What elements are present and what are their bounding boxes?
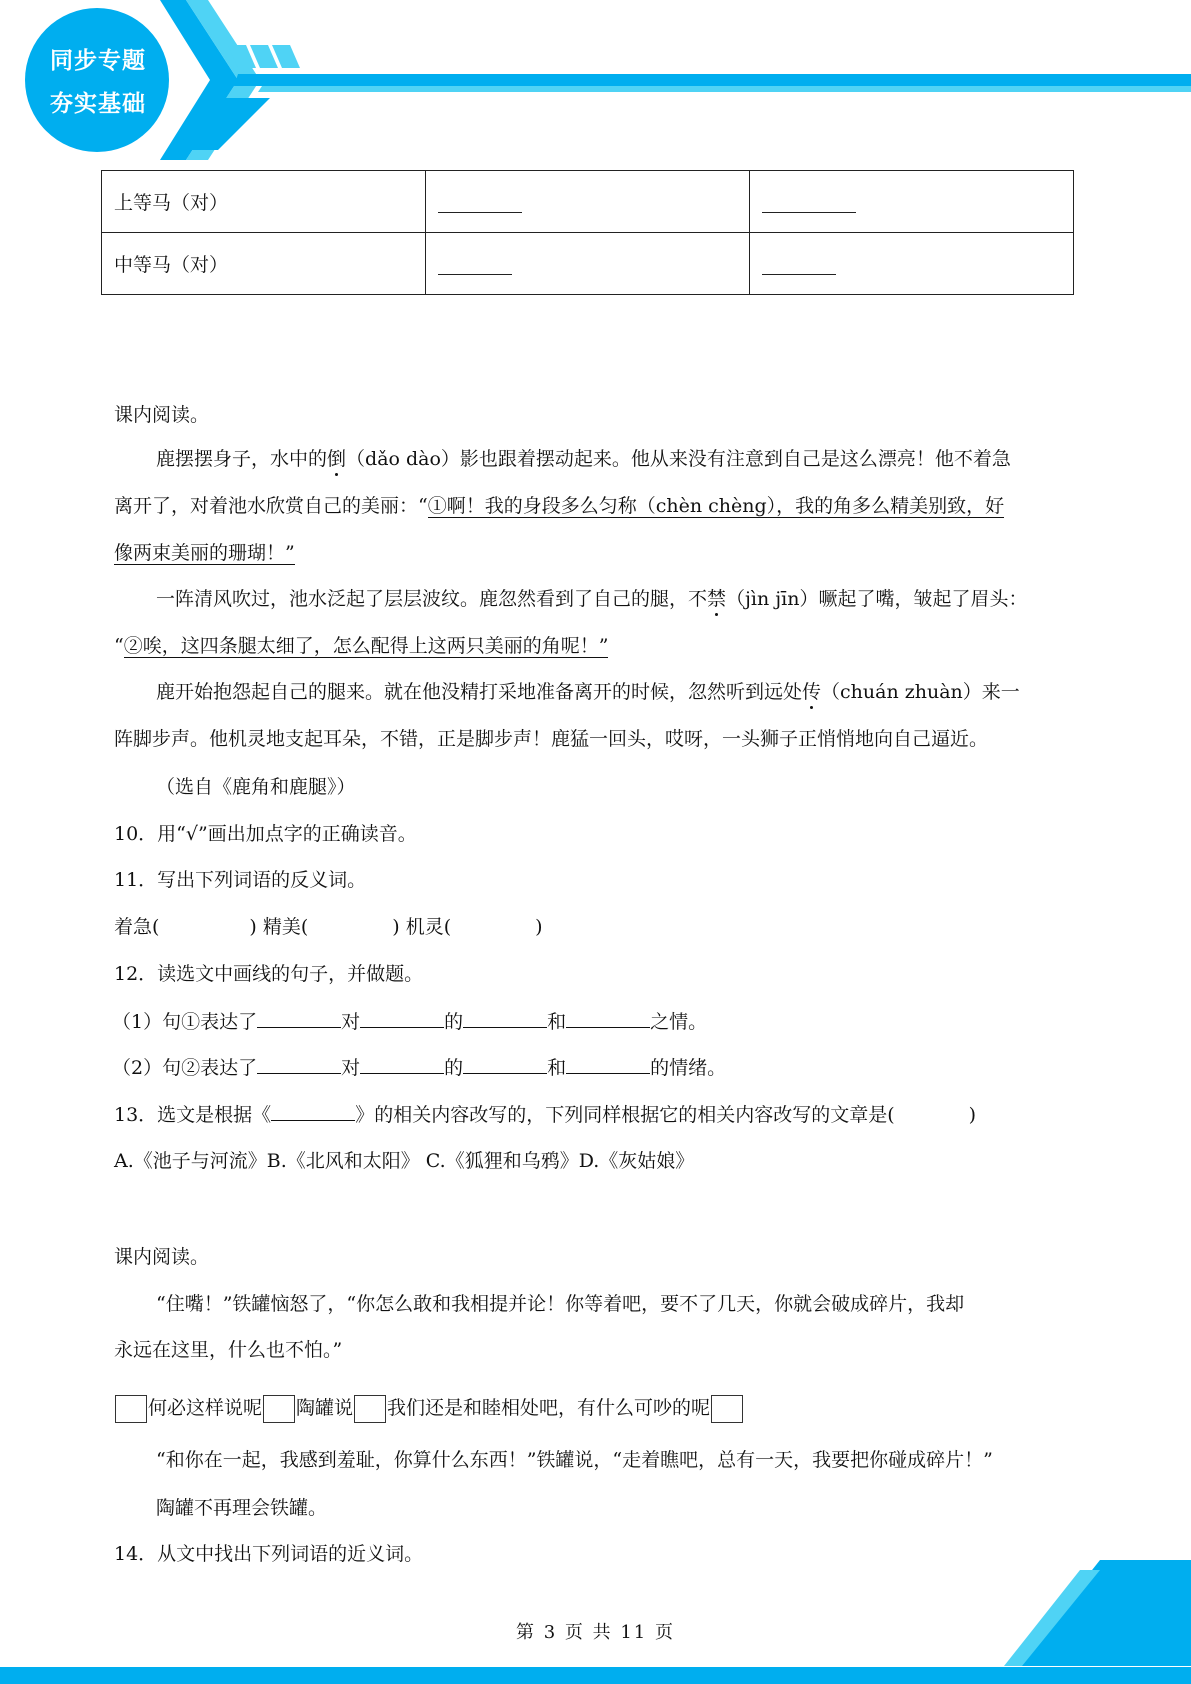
reading1-paragraph — [156, 445, 1011, 473]
reading1-paragraph — [156, 678, 1020, 706]
reading1-paragraph — [114, 492, 1004, 520]
text: （dǎo dào）影也跟着摆动起来。他从来没有注意到自己是这么漂亮！他不着急 — [346, 448, 1011, 470]
answer-table — [101, 170, 1074, 295]
text: 的 — [444, 1057, 464, 1079]
text: （jìn jīn）噘起了嘴，皱起了眉头： — [726, 588, 1028, 610]
underlined-sentence-2: ②唉，这四条腿太细了，怎么配得上这两只美丽的角呢！” — [123, 635, 609, 657]
text: 》的相关内容改写的，下列同样根据它的相关内容改写的文章是( — [355, 1104, 895, 1126]
dotted-char: 倒 — [327, 448, 347, 470]
answer-blank[interactable] — [438, 252, 512, 275]
text: ) — [535, 916, 543, 938]
text: ) — [968, 1104, 977, 1126]
fill-blank[interactable] — [463, 1053, 547, 1074]
fill-blank[interactable] — [271, 1100, 355, 1121]
table-row — [102, 233, 1074, 295]
text: （1）句①表达了 — [112, 1011, 258, 1033]
text: ” — [285, 542, 295, 564]
reading1-paragraph — [114, 539, 295, 567]
text: 和 — [547, 1057, 567, 1079]
text: （2）句②表达了 — [112, 1057, 258, 1079]
text: 对 — [341, 1057, 361, 1079]
reading2-punctuation-line — [114, 1394, 744, 1423]
dotted-char: 禁 — [707, 588, 727, 610]
underlined-sentence-1: 像两束美丽的珊瑚！ — [114, 542, 286, 564]
header-decoration — [0, 0, 1191, 160]
text: （chuán zhuàn）来一 — [821, 681, 1020, 703]
question-13 — [114, 1100, 976, 1129]
punctuation-box[interactable] — [263, 1395, 295, 1423]
table-row — [102, 171, 1074, 233]
reading1-paragraph: 阵脚步声。他机灵地支起耳朵，不错，正是脚步声！鹿猛一回头，哎呀，一头狮子正悄悄地向自己逼近。 — [114, 728, 989, 750]
reading1-title: 课内阅读。 — [114, 404, 210, 426]
fill-blank[interactable] — [360, 1007, 444, 1028]
text: 陶罐说 — [296, 1397, 354, 1419]
text: 鹿开始抱怨起自己的腿来。就在他没精打采地准备离开的时候，忽然听到远处 — [156, 681, 803, 703]
question-13-options: A.《池子与河流》B.《北风和太阳》 C.《狐狸和乌鸦》D.《灰姑娘》 — [114, 1150, 695, 1172]
page-number: 第 3 页 共 11 页 — [516, 1622, 675, 1643]
answer-cell[interactable] — [426, 171, 750, 233]
answer-cell[interactable] — [426, 233, 750, 295]
reading1-paragraph — [156, 585, 1027, 613]
text: 13．选文是根据《 — [114, 1104, 272, 1126]
answer-blank[interactable] — [762, 252, 836, 275]
reading2-title: 课内阅读。 — [114, 1246, 210, 1268]
reading2-paragraph: 永远在这里，什么也不怕。” — [114, 1339, 343, 1361]
text: 和 — [547, 1011, 567, 1033]
dotted-char: 传 — [802, 681, 822, 703]
row-label: 中等马（对） — [102, 233, 426, 295]
answer-blank[interactable] — [762, 190, 856, 213]
question-14: 14．从文中找出下列词语的近义词。 — [114, 1543, 424, 1565]
reading2-paragraph: 陶罐不再理会铁罐。 — [156, 1497, 328, 1519]
text: 的 — [444, 1011, 464, 1033]
question-12-1 — [112, 1007, 707, 1036]
question-12-2 — [112, 1053, 726, 1082]
text: 我们还是和睦相处吧，有什么可吵的呢 — [387, 1397, 711, 1419]
reading2-paragraph: “住嘴！”铁罐恼怒了，“你怎么敢和我相提并论！你等着吧，要不了几天，你就会破成碎片，我却 — [156, 1293, 965, 1315]
question-11: 11．写出下列词语的反义词。 — [114, 869, 367, 891]
reading1-paragraph — [114, 632, 608, 660]
question-10: 10．用“√”画出加点字的正确读音。 — [114, 823, 417, 845]
text: 着急( — [114, 916, 160, 938]
text: 对 — [341, 1011, 361, 1033]
reading2-paragraph: “和你在一起，我感到羞耻，你算什么东西！”铁罐说，“走着瞧吧，总有一天，我要把你碰成碎片！” — [156, 1449, 993, 1471]
source-citation: （选自《鹿角和鹿腿》） — [156, 776, 356, 798]
fill-blank[interactable] — [257, 1007, 341, 1028]
text: 一阵清风吹过，池水泛起了层层波纹。鹿忽然看到了自己的腿，不 — [156, 588, 708, 610]
answer-blank[interactable] — [438, 190, 522, 213]
punctuation-box[interactable] — [711, 1395, 743, 1423]
badge-line-2: 夯实基础 — [50, 91, 146, 117]
fill-blank[interactable] — [360, 1053, 444, 1074]
text: 何必这样说呢 — [148, 1397, 263, 1419]
fill-blank[interactable] — [566, 1007, 650, 1028]
fill-blank[interactable] — [463, 1007, 547, 1028]
badge-line-1: 同步专题 — [50, 48, 146, 74]
underlined-sentence-1: ①啊！我的身段多么匀称（chèn chèng），我的角多么精美别致，好 — [427, 495, 1005, 517]
punctuation-box[interactable] — [354, 1395, 386, 1423]
answer-cell[interactable] — [750, 233, 1074, 295]
fill-blank[interactable] — [257, 1053, 341, 1074]
question-11-items — [114, 913, 543, 941]
question-12: 12．读选文中画线的句子，并做题。 — [114, 963, 424, 985]
row-label: 上等马（对） — [102, 171, 426, 233]
text: “ — [114, 635, 124, 657]
punctuation-box[interactable] — [115, 1395, 147, 1423]
text: ) 精美( — [249, 916, 309, 938]
text: 的情绪。 — [650, 1057, 727, 1079]
answer-cell[interactable] — [750, 171, 1074, 233]
text: 之情。 — [650, 1011, 708, 1033]
text: 鹿摆摆身子，水中的 — [156, 448, 328, 470]
fill-blank[interactable] — [566, 1053, 650, 1074]
text: 离开了，对着池水欣赏自己的美丽：“ — [114, 495, 428, 517]
text: ) 机灵( — [392, 916, 452, 938]
